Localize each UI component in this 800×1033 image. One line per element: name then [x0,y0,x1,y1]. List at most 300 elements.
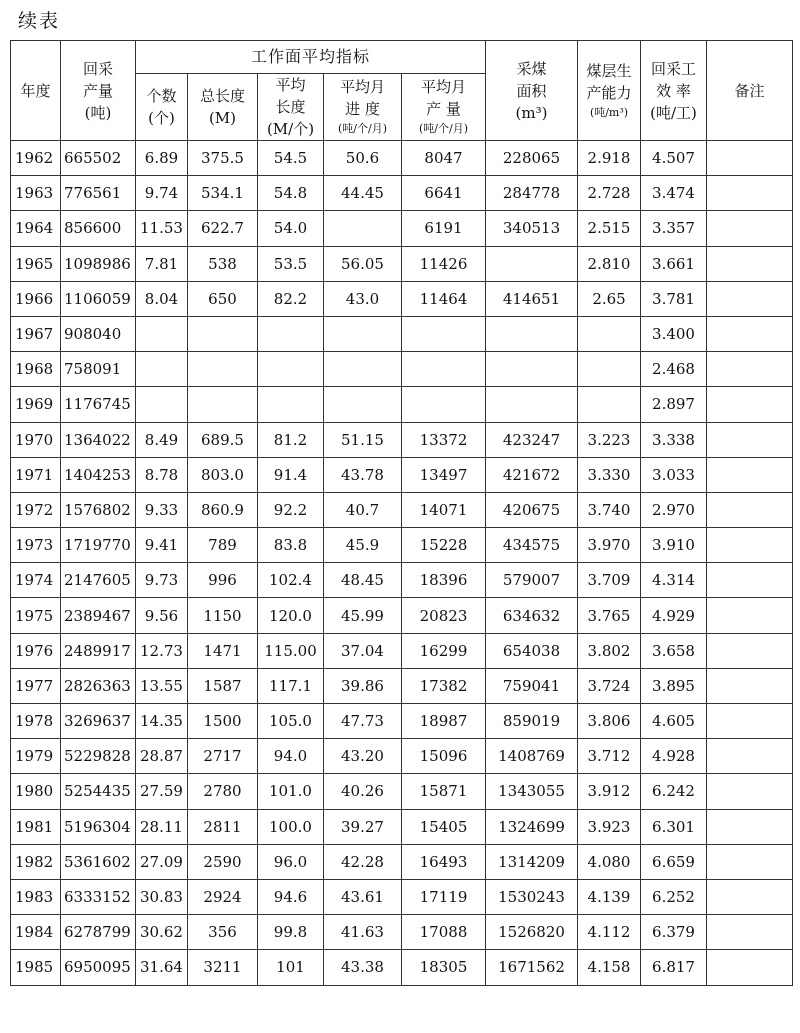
cell-avg-monthly-output: 8047 [402,141,486,176]
cell-year: 1974 [11,563,61,598]
cell-count: 9.41 [136,528,188,563]
cell-seam-capacity: 3.740 [578,492,641,527]
table-row [11,387,793,422]
cell-year: 1978 [11,704,61,739]
cell-total-length: 1500 [188,704,258,739]
cell-mining-area: 434575 [486,528,578,563]
cell-seam-capacity: 3.724 [578,668,641,703]
cell-remark [707,739,793,774]
cell-efficiency: 6.817 [641,950,707,985]
cell-avg-length: 53.5 [258,246,324,281]
cell-production: 776561 [61,176,136,211]
cell-count: 7.81 [136,246,188,281]
cell-count: 28.11 [136,809,188,844]
header-avg-monthly-output: 平均月 产 量 (吨/个/月) [402,74,486,141]
cell-avg-length: 115.00 [258,633,324,668]
cell-seam-capacity: 3.765 [578,598,641,633]
cell-avg-monthly-advance [324,316,402,351]
cell-avg-monthly-output: 18987 [402,704,486,739]
table-row [11,422,793,457]
cell-total-length: 2811 [188,809,258,844]
cell-year: 1966 [11,281,61,316]
cell-production: 2389467 [61,598,136,633]
table-row [11,141,793,176]
header-avg-monthly-advance: 平均月 进 度 (吨/个/月) [324,74,402,141]
header-efficiency: 回采工 效 率 (吨/工) [641,41,707,141]
cell-year: 1977 [11,668,61,703]
cell-mining-area: 423247 [486,422,578,457]
cell-efficiency: 3.033 [641,457,707,492]
cell-count: 27.09 [136,844,188,879]
cell-remark [707,915,793,950]
header-mining-area: 采煤 面积 (m³) [486,41,578,141]
cell-avg-monthly-output: 15096 [402,739,486,774]
cell-avg-monthly-output [402,387,486,422]
cell-avg-length: 101 [258,950,324,985]
cell-avg-monthly-advance: 40.7 [324,492,402,527]
cell-year: 1972 [11,492,61,527]
table-body [11,141,793,986]
table-row [11,246,793,281]
cell-efficiency: 3.474 [641,176,707,211]
cell-production: 5229828 [61,739,136,774]
cell-efficiency: 3.658 [641,633,707,668]
cell-total-length: 2780 [188,774,258,809]
cell-total-length: 356 [188,915,258,950]
cell-total-length: 538 [188,246,258,281]
cell-count: 11.53 [136,211,188,246]
cell-avg-monthly-advance [324,352,402,387]
cell-avg-monthly-output: 17382 [402,668,486,703]
cell-production: 1098986 [61,246,136,281]
cell-year: 1979 [11,739,61,774]
cell-avg-monthly-advance: 51.15 [324,422,402,457]
cell-count: 30.62 [136,915,188,950]
cell-count: 8.78 [136,457,188,492]
table-row [11,563,793,598]
cell-mining-area: 579007 [486,563,578,598]
cell-avg-monthly-advance: 44.45 [324,176,402,211]
cell-avg-monthly-advance: 43.0 [324,281,402,316]
cell-avg-length [258,387,324,422]
cell-total-length: 789 [188,528,258,563]
cell-mining-area: 1530243 [486,879,578,914]
cell-efficiency: 4.929 [641,598,707,633]
cell-remark [707,950,793,985]
cell-year: 1983 [11,879,61,914]
cell-mining-area: 654038 [486,633,578,668]
cell-seam-capacity: 3.330 [578,457,641,492]
cell-remark [707,141,793,176]
cell-seam-capacity [578,316,641,351]
table-row [11,668,793,703]
cell-seam-capacity: 2.918 [578,141,641,176]
cell-mining-area: 228065 [486,141,578,176]
cell-avg-monthly-output: 17119 [402,879,486,914]
cell-avg-monthly-output: 11426 [402,246,486,281]
cell-efficiency: 4.507 [641,141,707,176]
cell-seam-capacity: 4.080 [578,844,641,879]
cell-efficiency: 4.314 [641,563,707,598]
table-row [11,915,793,950]
cell-avg-monthly-advance: 41.63 [324,915,402,950]
cell-production: 2489917 [61,633,136,668]
cell-year: 1971 [11,457,61,492]
cell-count [136,316,188,351]
table-row [11,211,793,246]
table-row [11,809,793,844]
cell-production: 665502 [61,141,136,176]
cell-seam-capacity: 4.158 [578,950,641,985]
cell-seam-capacity: 3.912 [578,774,641,809]
cell-mining-area: 1408769 [486,739,578,774]
cell-count: 9.73 [136,563,188,598]
cell-seam-capacity: 3.923 [578,809,641,844]
cell-mining-area: 421672 [486,457,578,492]
cell-year: 1984 [11,915,61,950]
cell-year: 1968 [11,352,61,387]
cell-remark [707,668,793,703]
header-remark: 备注 [707,41,793,141]
cell-total-length: 3211 [188,950,258,985]
cell-remark [707,563,793,598]
cell-efficiency: 6.659 [641,844,707,879]
cell-avg-monthly-advance: 45.9 [324,528,402,563]
cell-avg-monthly-output: 13497 [402,457,486,492]
table-row [11,352,793,387]
cell-production: 6278799 [61,915,136,950]
cell-efficiency: 2.468 [641,352,707,387]
cell-mining-area: 1671562 [486,950,578,985]
header-production: 回采 产量 (吨) [61,41,136,141]
cell-efficiency: 3.357 [641,211,707,246]
cell-avg-length: 94.6 [258,879,324,914]
cell-year: 1970 [11,422,61,457]
cell-avg-monthly-advance [324,387,402,422]
cell-seam-capacity: 4.112 [578,915,641,950]
cell-count: 31.64 [136,950,188,985]
cell-mining-area: 284778 [486,176,578,211]
cell-mining-area [486,246,578,281]
cell-avg-length: 54.8 [258,176,324,211]
cell-production: 5361602 [61,844,136,879]
cell-mining-area: 1526820 [486,915,578,950]
cell-remark [707,598,793,633]
cell-production: 758091 [61,352,136,387]
cell-efficiency: 3.661 [641,246,707,281]
cell-count [136,352,188,387]
cell-avg-length: 120.0 [258,598,324,633]
cell-avg-monthly-advance: 43.38 [324,950,402,985]
cell-count: 9.33 [136,492,188,527]
cell-remark [707,176,793,211]
cell-avg-length [258,352,324,387]
cell-count: 9.74 [136,176,188,211]
cell-year: 1975 [11,598,61,633]
table-row [11,774,793,809]
cell-mining-area: 414651 [486,281,578,316]
header-avg-length: 平均 长度 (M/个) [258,74,324,141]
cell-remark [707,704,793,739]
table-caption: 续表 [18,10,61,32]
cell-avg-monthly-output: 15405 [402,809,486,844]
cell-year: 1967 [11,316,61,351]
cell-remark [707,844,793,879]
cell-total-length: 803.0 [188,457,258,492]
cell-count: 13.55 [136,668,188,703]
cell-seam-capacity [578,387,641,422]
cell-avg-monthly-advance: 48.45 [324,563,402,598]
cell-avg-length: 105.0 [258,704,324,739]
cell-avg-length: 82.2 [258,281,324,316]
cell-avg-length: 94.0 [258,739,324,774]
cell-total-length: 622.7 [188,211,258,246]
table-row [11,492,793,527]
header-working-face-group: 工作面平均指标 [136,41,486,74]
table-row [11,844,793,879]
cell-avg-monthly-advance [324,211,402,246]
cell-avg-monthly-output: 13372 [402,422,486,457]
cell-avg-monthly-output [402,352,486,387]
cell-avg-monthly-output: 18305 [402,950,486,985]
cell-remark [707,633,793,668]
cell-total-length: 650 [188,281,258,316]
cell-production: 1576802 [61,492,136,527]
cell-avg-monthly-output [402,316,486,351]
cell-count: 30.83 [136,879,188,914]
cell-total-length [188,316,258,351]
cell-avg-monthly-advance: 50.6 [324,141,402,176]
table-row [11,316,793,351]
table-row [11,598,793,633]
cell-mining-area [486,387,578,422]
cell-seam-capacity: 3.712 [578,739,641,774]
cell-seam-capacity: 3.806 [578,704,641,739]
cell-remark [707,281,793,316]
cell-remark [707,387,793,422]
cell-year: 1964 [11,211,61,246]
cell-avg-length: 83.8 [258,528,324,563]
cell-total-length [188,352,258,387]
cell-avg-monthly-output: 17088 [402,915,486,950]
cell-remark [707,528,793,563]
cell-avg-monthly-advance: 37.04 [324,633,402,668]
cell-efficiency: 3.400 [641,316,707,351]
cell-total-length: 2924 [188,879,258,914]
cell-production: 5254435 [61,774,136,809]
cell-efficiency: 3.781 [641,281,707,316]
cell-production: 2147605 [61,563,136,598]
cell-total-length: 860.9 [188,492,258,527]
cell-efficiency: 3.338 [641,422,707,457]
cell-total-length: 534.1 [188,176,258,211]
cell-count [136,387,188,422]
cell-avg-monthly-output: 14071 [402,492,486,527]
cell-production: 5196304 [61,809,136,844]
cell-seam-capacity: 3.802 [578,633,641,668]
table-row [11,281,793,316]
cell-avg-monthly-output: 16493 [402,844,486,879]
cell-year: 1963 [11,176,61,211]
cell-avg-monthly-advance: 56.05 [324,246,402,281]
table-row [11,879,793,914]
cell-count: 28.87 [136,739,188,774]
cell-seam-capacity: 2.65 [578,281,641,316]
cell-seam-capacity: 4.139 [578,879,641,914]
cell-avg-length: 96.0 [258,844,324,879]
cell-avg-length: 91.4 [258,457,324,492]
cell-count: 27.59 [136,774,188,809]
cell-year: 1976 [11,633,61,668]
table-row [11,633,793,668]
cell-production: 2826363 [61,668,136,703]
cell-count: 14.35 [136,704,188,739]
cell-avg-monthly-output: 16299 [402,633,486,668]
cell-avg-monthly-output: 11464 [402,281,486,316]
cell-count: 12.73 [136,633,188,668]
cell-avg-length: 54.5 [258,141,324,176]
cell-mining-area: 420675 [486,492,578,527]
cell-total-length: 2717 [188,739,258,774]
cell-production: 856600 [61,211,136,246]
cell-seam-capacity: 2.728 [578,176,641,211]
cell-avg-monthly-advance: 40.26 [324,774,402,809]
cell-avg-monthly-advance: 47.73 [324,704,402,739]
cell-total-length: 2590 [188,844,258,879]
cell-avg-monthly-advance: 43.61 [324,879,402,914]
cell-efficiency: 6.252 [641,879,707,914]
cell-mining-area: 859019 [486,704,578,739]
cell-avg-monthly-advance: 43.20 [324,739,402,774]
coal-production-table [10,40,793,986]
cell-efficiency: 6.379 [641,915,707,950]
table-row [11,176,793,211]
cell-remark [707,316,793,351]
cell-remark [707,211,793,246]
cell-avg-length: 100.0 [258,809,324,844]
cell-avg-monthly-output: 15871 [402,774,486,809]
cell-total-length: 1587 [188,668,258,703]
header-total-length: 总长度 (M) [188,74,258,141]
cell-mining-area [486,316,578,351]
cell-avg-length: 92.2 [258,492,324,527]
table-row [11,457,793,492]
cell-avg-monthly-advance: 45.99 [324,598,402,633]
cell-avg-monthly-advance: 42.28 [324,844,402,879]
cell-year: 1962 [11,141,61,176]
cell-count: 6.89 [136,141,188,176]
cell-production: 1176745 [61,387,136,422]
cell-efficiency: 4.928 [641,739,707,774]
cell-avg-length [258,316,324,351]
cell-total-length [188,387,258,422]
cell-total-length: 1150 [188,598,258,633]
table-row [11,739,793,774]
cell-year: 1965 [11,246,61,281]
cell-seam-capacity: 3.223 [578,422,641,457]
cell-year: 1985 [11,950,61,985]
cell-avg-length: 81.2 [258,422,324,457]
cell-efficiency: 4.605 [641,704,707,739]
cell-remark [707,809,793,844]
cell-total-length: 996 [188,563,258,598]
cell-seam-capacity: 2.810 [578,246,641,281]
cell-efficiency: 6.301 [641,809,707,844]
cell-remark [707,352,793,387]
cell-avg-length: 101.0 [258,774,324,809]
cell-remark [707,492,793,527]
cell-production: 6333152 [61,879,136,914]
cell-mining-area: 634632 [486,598,578,633]
cell-efficiency: 3.895 [641,668,707,703]
cell-total-length: 1471 [188,633,258,668]
cell-avg-monthly-advance: 43.78 [324,457,402,492]
cell-total-length: 375.5 [188,141,258,176]
cell-mining-area: 340513 [486,211,578,246]
table-row [11,704,793,739]
cell-avg-monthly-advance: 39.86 [324,668,402,703]
cell-avg-length: 102.4 [258,563,324,598]
cell-efficiency: 6.242 [641,774,707,809]
header-count: 个数 (个) [136,74,188,141]
cell-year: 1969 [11,387,61,422]
cell-year: 1980 [11,774,61,809]
cell-seam-capacity [578,352,641,387]
cell-avg-length: 99.8 [258,915,324,950]
cell-seam-capacity: 2.515 [578,211,641,246]
cell-seam-capacity: 3.970 [578,528,641,563]
cell-mining-area: 759041 [486,668,578,703]
cell-avg-monthly-output: 15228 [402,528,486,563]
cell-efficiency: 2.970 [641,492,707,527]
table-row [11,950,793,985]
cell-year: 1981 [11,809,61,844]
cell-production: 908040 [61,316,136,351]
cell-year: 1973 [11,528,61,563]
cell-remark [707,774,793,809]
cell-avg-monthly-output: 20823 [402,598,486,633]
cell-avg-monthly-advance: 39.27 [324,809,402,844]
header-seam-capacity: 煤层生 产能力 (吨/m³) [578,41,641,141]
cell-total-length: 689.5 [188,422,258,457]
cell-production: 1106059 [61,281,136,316]
cell-avg-length: 117.1 [258,668,324,703]
table-row [11,528,793,563]
cell-avg-length: 54.0 [258,211,324,246]
header-year: 年度 [11,41,61,141]
cell-count: 9.56 [136,598,188,633]
cell-remark [707,422,793,457]
cell-mining-area [486,352,578,387]
cell-year: 1982 [11,844,61,879]
cell-production: 1364022 [61,422,136,457]
cell-production: 3269637 [61,704,136,739]
cell-remark [707,879,793,914]
cell-avg-monthly-output: 6641 [402,176,486,211]
cell-efficiency: 2.897 [641,387,707,422]
cell-seam-capacity: 3.709 [578,563,641,598]
cell-production: 1719770 [61,528,136,563]
cell-mining-area: 1343055 [486,774,578,809]
cell-avg-monthly-output: 18396 [402,563,486,598]
cell-remark [707,246,793,281]
cell-remark [707,457,793,492]
cell-count: 8.49 [136,422,188,457]
cell-avg-monthly-output: 6191 [402,211,486,246]
cell-efficiency: 3.910 [641,528,707,563]
cell-mining-area: 1324699 [486,809,578,844]
cell-production: 1404253 [61,457,136,492]
